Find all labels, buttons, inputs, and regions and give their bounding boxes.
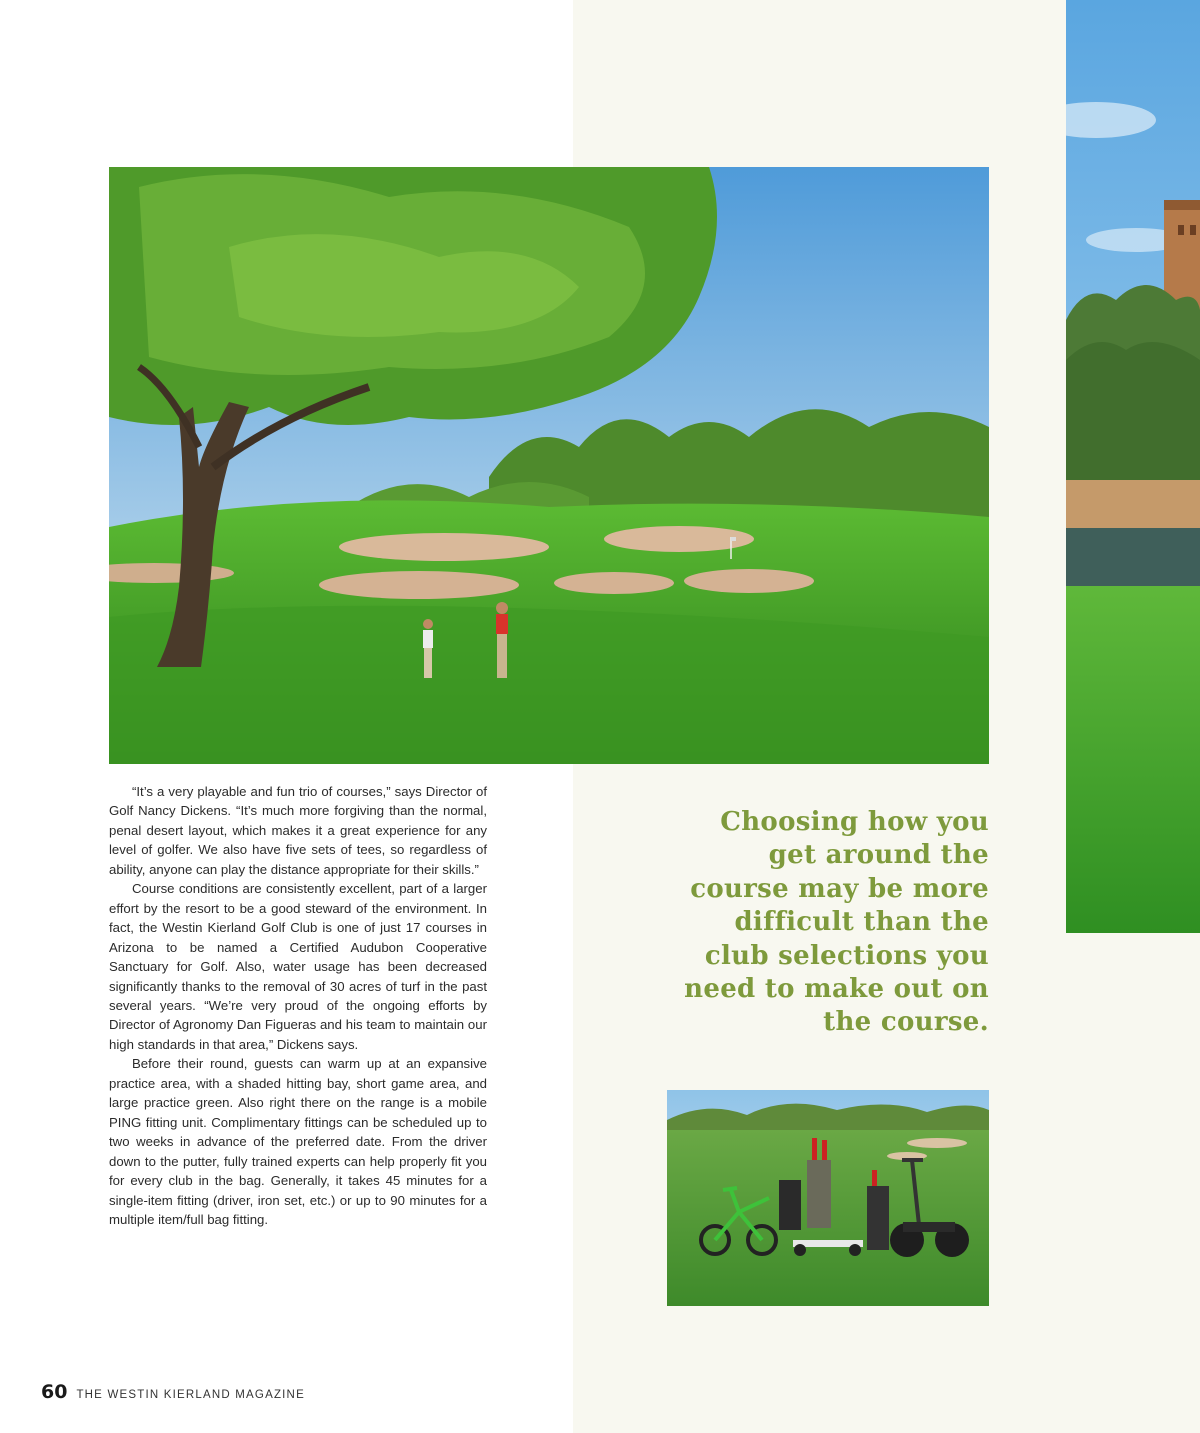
article-paragraph: Course conditions are consistently excellent, part of a larger effort by the resort to be a good steward of the environment. In fact, the Westin Kierland Golf Club is one of just 17 courses in Arizona to be named a Certified Audubon Cooperative Sanctuary for Golf. Also, water usage has been decreased significantly thanks to the removal of 30 acres of turf in the past several years. “We’re very proud of the ongoing efforts by Director of Agronomy Dan Figueras and his team to maintain our high standards in that area,” Dickens says.: [109, 881, 487, 1052]
transport-options-photo: [667, 1090, 989, 1306]
golf-course-photo: [109, 167, 989, 764]
page-footer: [41, 1381, 305, 1403]
pull-quote: Choosing how you get around the course may be more difficult than the club selections you need to make out on the course.: [684, 807, 989, 1038]
article-paragraph: Before their round, guests can warm up at an expansive practice area, with a shaded hitting bay, short game area, and large practice green. Also right there on the range is a mobile PING fitting unit. Complimentary fittings can be scheduled up to two weeks in advance of the preferred date. From the driver down to the putter, fully trained experts can help properly fit you for every club in the bag. Generally, it takes 45 minutes for a single-item fitting (driver, iron set, etc.) or up to 90 minutes for a multiple item/full bag fitting.: [109, 1056, 487, 1227]
article-body: [109, 782, 487, 1229]
edge-photo: [1066, 0, 1200, 933]
magazine-title: THE WESTIN KIERLAND MAGAZINE: [76, 1389, 305, 1401]
page-number: 60: [41, 1381, 68, 1403]
article-paragraph: “It’s a very playable and fun trio of courses,” says Director of Golf Nancy Dickens. “It’s much more forgiving than the normal, penal desert layout, which makes it a great experience for any level of golfer. We also have five sets of tees, so regardless of ability, anyone can play the distance appropriate for their skills.”: [109, 784, 487, 877]
